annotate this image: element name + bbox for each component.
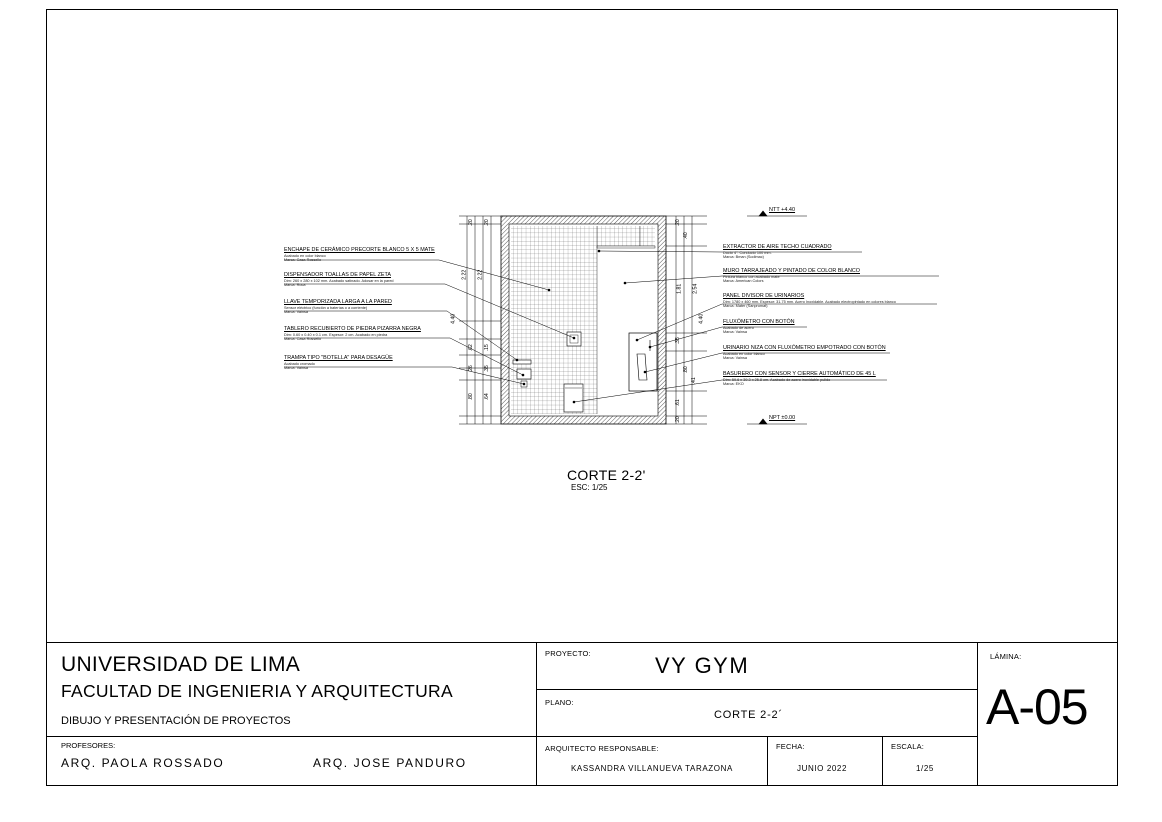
note-detail: Pintura blanco con acabado mate xyxy=(723,274,780,279)
dim-right-40: .40 xyxy=(682,232,689,240)
dim-right-1-81: 1.81 xyxy=(676,283,683,294)
note-heading: FLUXÓMETRO CON BOTÓN xyxy=(723,319,795,325)
project-cell xyxy=(537,643,978,690)
note-right-flushometer xyxy=(723,320,795,334)
note-right-urinal xyxy=(723,346,886,360)
note-right-wall xyxy=(723,269,860,283)
note-heading: PANEL DIVISOR DE URINARIOS xyxy=(723,293,805,299)
note-right-extractor xyxy=(723,245,832,259)
date-value: JUNIO 2022 xyxy=(797,764,848,773)
note-detail: Marca: Casa Rossello xyxy=(284,257,322,262)
note-detail: Marca: Vainsa xyxy=(723,329,747,334)
drawing-sheet xyxy=(46,9,1118,786)
dim-right-80: .80 xyxy=(682,366,689,374)
note-left-trap xyxy=(284,356,393,370)
project-label: PROYECTO: xyxy=(545,649,591,658)
architect-label: ARQUITECTO RESPONSABLE: xyxy=(545,744,659,753)
drawing-caption xyxy=(567,467,646,492)
dim-left-62: .62 xyxy=(467,344,474,352)
note-heading: DISPENSADOR TOALLAS DE PAPEL ZETA xyxy=(284,272,391,278)
note-heading: TABLERO RECUBIERTO DE PIEDRA PIZARRA NEGRA xyxy=(284,326,421,332)
dim-left-20-b: .20 xyxy=(483,219,490,227)
dim-left-80: .80 xyxy=(467,393,474,401)
note-left-dispenser xyxy=(284,273,394,287)
drawing-title: CORTE 2-2' xyxy=(567,467,646,483)
note-heading: EXTRACTOR DE AIRE TECHO CUADRADO xyxy=(723,244,832,250)
note-detail: Ducto 4". Conducto 100 mm. xyxy=(723,250,772,255)
scale-value: 1/25 xyxy=(916,764,934,773)
dim-left-20: .20 xyxy=(467,219,474,227)
note-detail: Acabado en color blanco xyxy=(284,253,326,258)
plan-label: PLANO: xyxy=(545,698,574,707)
dim-left-15: .15 xyxy=(483,344,490,352)
note-detail: Marca: Vainsa xyxy=(723,355,747,360)
professor-1: ARQ. PAOLA ROSSADO xyxy=(61,756,225,770)
dim-right-total: 4.40 xyxy=(698,313,705,324)
professor-2: ARQ. JOSE PANDURO xyxy=(313,756,467,770)
level-markers xyxy=(747,211,807,424)
note-heading: BASURERO CON SENSOR Y CIERRE AUTOMÁTICO DE 45 L xyxy=(723,371,876,377)
note-detail: Acabado en color blanco xyxy=(723,351,765,356)
note-detail: Marca: Mater (Sanpromat) xyxy=(723,303,768,308)
note-detail: Dim: 1780 x 460 mm. Espesor: 31.75 mm. Acero Inoxidable. Acabado electropintado en colores blanco xyxy=(723,299,896,304)
faculty-name: FACULTAD DE INGENIERIA Y ARQUITECTURA xyxy=(61,681,453,701)
dim-right-41: .41 xyxy=(690,377,697,385)
project-name: VY GYM xyxy=(655,653,750,678)
dim-right-35: .35 xyxy=(674,337,681,345)
dim-left-35: .35 xyxy=(483,365,490,373)
divider xyxy=(47,736,536,737)
note-detail: Dim: 59.6 x 39.3 x 25.8 cm. Acabado de acero inoxidable pulido xyxy=(723,377,831,382)
scale-cell xyxy=(883,737,978,786)
level-bottom: NPT ±0.00 xyxy=(769,415,796,421)
dim-right-2-54: 2.54 xyxy=(692,283,699,294)
date-label: FECHA: xyxy=(776,742,805,751)
sheet-label: LÁMINA: xyxy=(990,652,1022,661)
plan-name: CORTE 2-2´ xyxy=(714,709,783,721)
note-right-bin xyxy=(723,372,876,386)
note-left-countertop xyxy=(284,327,421,341)
dim-right-20-b: .20 xyxy=(674,416,681,424)
architect-cell xyxy=(537,737,768,786)
date-cell xyxy=(768,737,883,786)
dim-left-total: 4.40 xyxy=(450,313,457,324)
university-name: UNIVERSIDAD DE LIMA xyxy=(61,653,301,676)
dim-left-2-22-b: 2.22 xyxy=(477,269,484,280)
sheet-number: A-05 xyxy=(986,679,1088,735)
note-left-faucet xyxy=(284,300,392,314)
dimension-lines-left xyxy=(459,216,501,424)
note-heading: ENCHAPE DE CERÁMICO PRECORTE BLANCO 5 X 5 MATE xyxy=(284,247,435,253)
note-left-tile xyxy=(284,248,435,262)
note-detail: Marca: American Colors xyxy=(723,278,764,283)
note-detail: Acabado cromado xyxy=(284,361,315,366)
note-heading: TRAMPA TIPO "BOTELLA" PARA DESAGÜE xyxy=(284,355,393,361)
note-detail: Marca: Vainsa xyxy=(284,365,308,370)
note-heading: URINARIO NIZA CON FLUXÓMETRO EMPOTRADO CON BOTÓN xyxy=(723,345,886,351)
institution-cell xyxy=(47,643,537,786)
course-name: DIBUJO Y PRESENTACIÓN DE PROYECTOS xyxy=(61,715,291,727)
scale-label: ESCALA: xyxy=(891,742,925,751)
title-block xyxy=(47,642,1117,786)
note-detail: Marca: Vainsa xyxy=(284,309,308,314)
note-detail: Dim: 260 x 280 x 102 mm. Acabado satinado. Adosar en la pared xyxy=(284,278,394,283)
note-detail: Marca: Roca xyxy=(284,282,306,287)
dim-right-20: .20 xyxy=(674,219,681,227)
note-detail: Marca: Casa Rossello xyxy=(284,336,322,341)
architect-name: KASSANDRA VILLANUEVA TARAZONA xyxy=(571,764,733,773)
level-top: NTT +4.40 xyxy=(769,207,796,213)
urinal-partition xyxy=(629,333,657,391)
note-detail: Marca: Bman (Sodimac) xyxy=(723,254,764,259)
dim-right-61: .61 xyxy=(674,399,681,407)
dim-left-2-22: 2.22 xyxy=(461,269,468,280)
note-detail: Dim: 0.60 x 0.40 x 0.1 cm. Espesor: 2 cm. Acabado en piedra xyxy=(284,332,388,337)
section-drawing xyxy=(47,10,1119,642)
trash-bin xyxy=(564,384,583,412)
note-detail: Acabado de acero xyxy=(723,325,754,330)
note-heading: MURO TARRAJEADO Y PINTADO DE COLOR BLANCO xyxy=(723,268,860,274)
note-heading: LLAVE TEMPORIZADA LARGA A LA PARED xyxy=(284,299,392,305)
drawing-scale: ESC: 1/25 xyxy=(571,483,608,492)
note-detail: Sensor eléctrico (función a baterías o a corriente) xyxy=(284,305,368,310)
section-drawing-area xyxy=(47,10,1119,642)
note-detail: Marca: EKO xyxy=(723,381,744,386)
dim-left-26: .26 xyxy=(467,365,474,373)
note-right-partition xyxy=(723,294,896,308)
dim-left-64: .64 xyxy=(483,393,490,401)
professors-label: PROFESORES: xyxy=(61,741,116,750)
